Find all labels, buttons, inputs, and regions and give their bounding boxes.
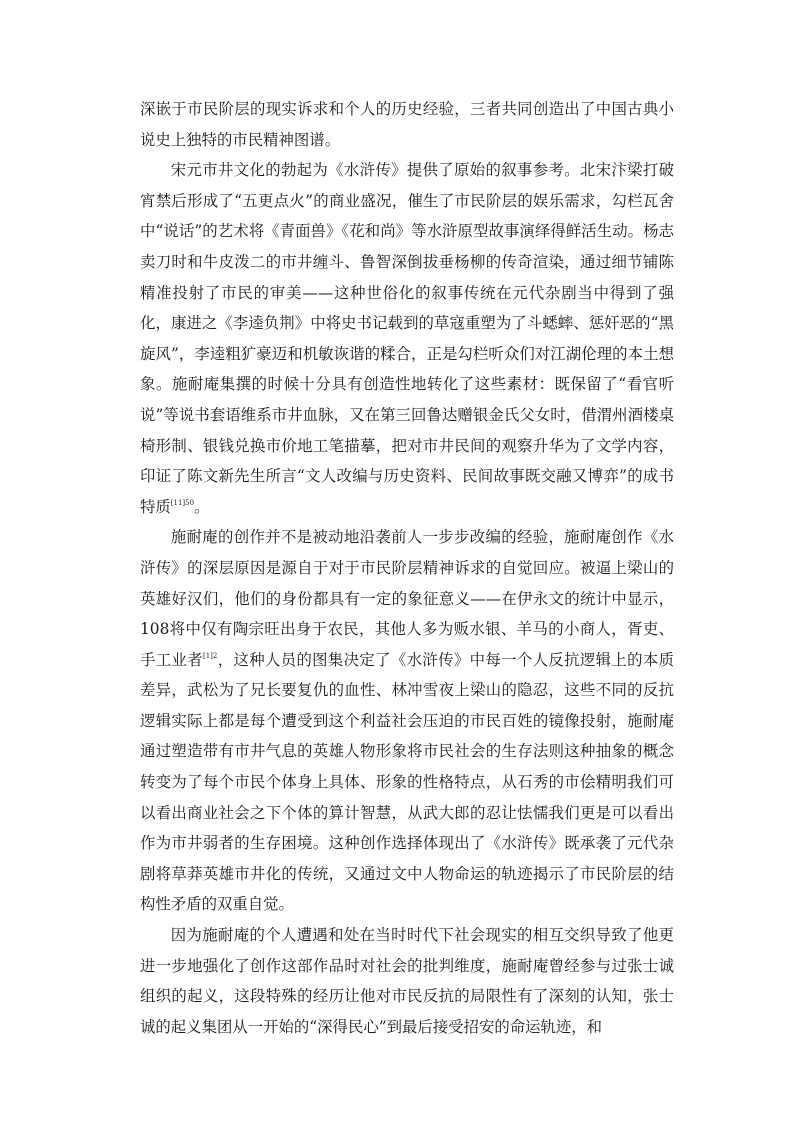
paragraph-text: 。 bbox=[194, 497, 210, 516]
paragraph-text: 深嵌于市民阶层的现实诉求和个人的历史经验，三者共同创造出了中国古典小说史上独特的市民精神图谱。 bbox=[140, 100, 674, 149]
paragraph-1 bbox=[140, 94, 674, 155]
paragraph-text: ，这种人员的图集决定了《水浒传》中每一个人反抗逻辑上的本质差异，武松为了兄长要复仇的血性、林冲雪夜上梁山的隐忍，这些不同的反抗逻辑实际上都是每个遭受到这个利益社会压迫的市民百姓的镜像投射，施耐庵通过塑造带有市井气息的英雄人物形象将市民社会的生存法则这种抽象的概念转变为了每个市民个体身上具体、形象的性格特点，从石秀的市侩精明我们可以看出商业社会之下个体的算计智慧，从武大郎的忍让怯懦我们更是可以看出作为市井弱者的生存困境。这种创作选择体现出了《水浒传》既承袭了元代杂剧将草莽英雄市井化的传统，又通过文中人物命运的轨迹揭示了市民阶层的结构性矛盾的双重自觉。 bbox=[140, 650, 674, 914]
citation-superscript: [11]50 bbox=[170, 498, 195, 507]
paragraph-3 bbox=[140, 522, 674, 920]
body-text bbox=[140, 94, 674, 1042]
paragraph-text: 宋元市井文化的勃起为《水浒传》提供了原始的叙事参考。北宋汴梁打破宵禁后形成了“五更点火”的商业盛况，催生了市民阶层的娱乐需求，勾栏瓦舍中“说话”的艺术将《青面兽》《花和尚》等水浒原型故事演绎得鲜活生动。杨志卖刀时和牛皮泼二的市井缠斗、鲁智深倒拔垂杨柳的传奇渲染，通过细节铺陈精准投射了市民的审美——这种世俗化的叙事传统在元代杂剧当中得到了强化，康进之《李逵负荆》中将史书记载到的草寇重塑为了斗蟋蟀、惩奸恶的“黑旋风”，李逵粗犷豪迈和机敏诙谐的糅合，正是勾栏听众们对江湖伦理的本土想象。施耐庵集撰的时候十分具有创造性地转化了这些素材：既保留了“看官听说”等说书套语维系市井血脉，又在第三回鲁达赠银金氏父女时，借渭州酒楼桌椅形制、银钱兑换市价地工笔描摹，把对市井民间的观察升华为了文学内容，印证了陈文新先生所言“文人改编与历史资料、民间故事既交融又博弈”的成书特质 bbox=[140, 161, 674, 516]
citation-superscript: [1]2 bbox=[202, 651, 218, 660]
paragraph-text: 施耐庵的创作并不是被动地沿袭前人一步步改编的经验，施耐庵创作《水浒传》的深层原因是源自于对于市民阶层精神诉求的自觉回应。被逼上梁山的英雄好汉们，他们的身份都具有一定的象征意义——在伊永文的统计中显示，108将中仅有陶宗旺出身于农民，其他人多为贩水银、羊马的小商人，胥吏、手工业者 bbox=[140, 528, 674, 669]
paragraph-text: 因为施耐庵的个人遭遇和处在当时时代下社会现实的相互交织导致了他更进一步地强化了创作这部作品时对社会的批判维度，施耐庵曾经参与过张士诚组织的起义，这段特殊的经历让他对市民反抗的局限性有了深刻的认知，张士诚的起义集团从一开始的“深得民心”到最后接受招安的命运轨迹，和 bbox=[140, 926, 674, 1036]
paragraph-2 bbox=[140, 155, 674, 522]
paragraph-4 bbox=[140, 920, 674, 1042]
